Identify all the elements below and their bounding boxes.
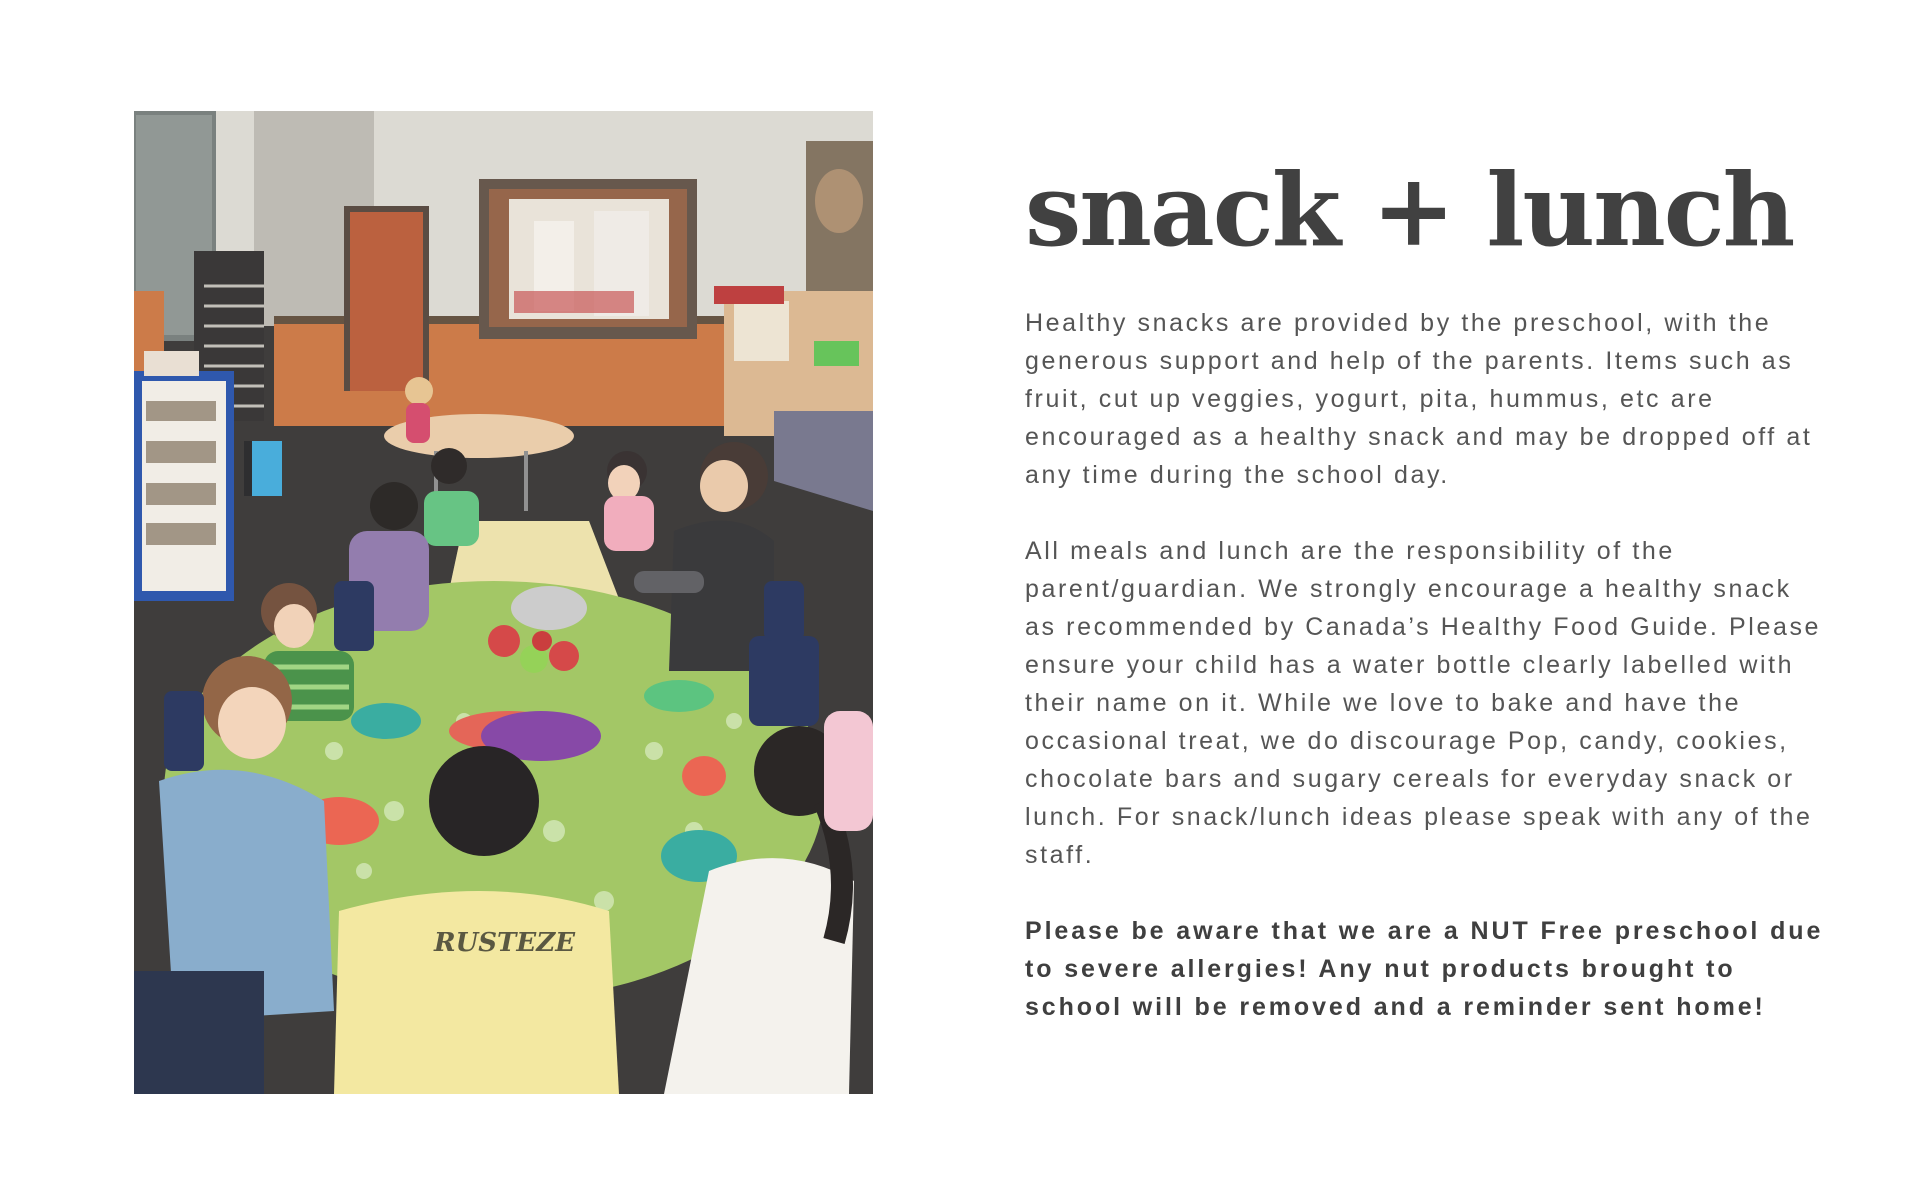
classroom-snack-photo [134, 111, 873, 1094]
content-column [1025, 151, 1825, 1026]
shirt-text: RUSTEZE [434, 928, 576, 958]
meals-lunch-paragraph: All meals and lunch are the responsibility of the parent/guardian. We strongly encourage a healthy snack as recommended by Canada’s Healthy Food Guide. Please ensure your child has a water bottle clearly labelled with their name on it. While we love to bake and have the occasional treat, we do discourage Pop, candy, cookies, chocolate bars and sugary cereals for everyday snack or lunch. For snack/lunch ideas please speak with any of the staff. [1025, 537, 1822, 869]
healthy-snacks-paragraph: Healthy snacks are provided by the preschool, with the generous support and help of the parents. Items such as fruit, cut up veggies, yogurt, pita, hummus, etc are encouraged as a healthy snack and may be dropped off at any time during the school day. [1025, 309, 1813, 489]
page-title: snack + lunch [1025, 151, 1794, 269]
classroom-snack-illustration [134, 111, 873, 1094]
nut-free-warning: Please be aware that we are a NUT Free preschool due to severe allergies! Any nut products brought to school will be removed and a reminder sent home! [1025, 917, 1824, 1021]
